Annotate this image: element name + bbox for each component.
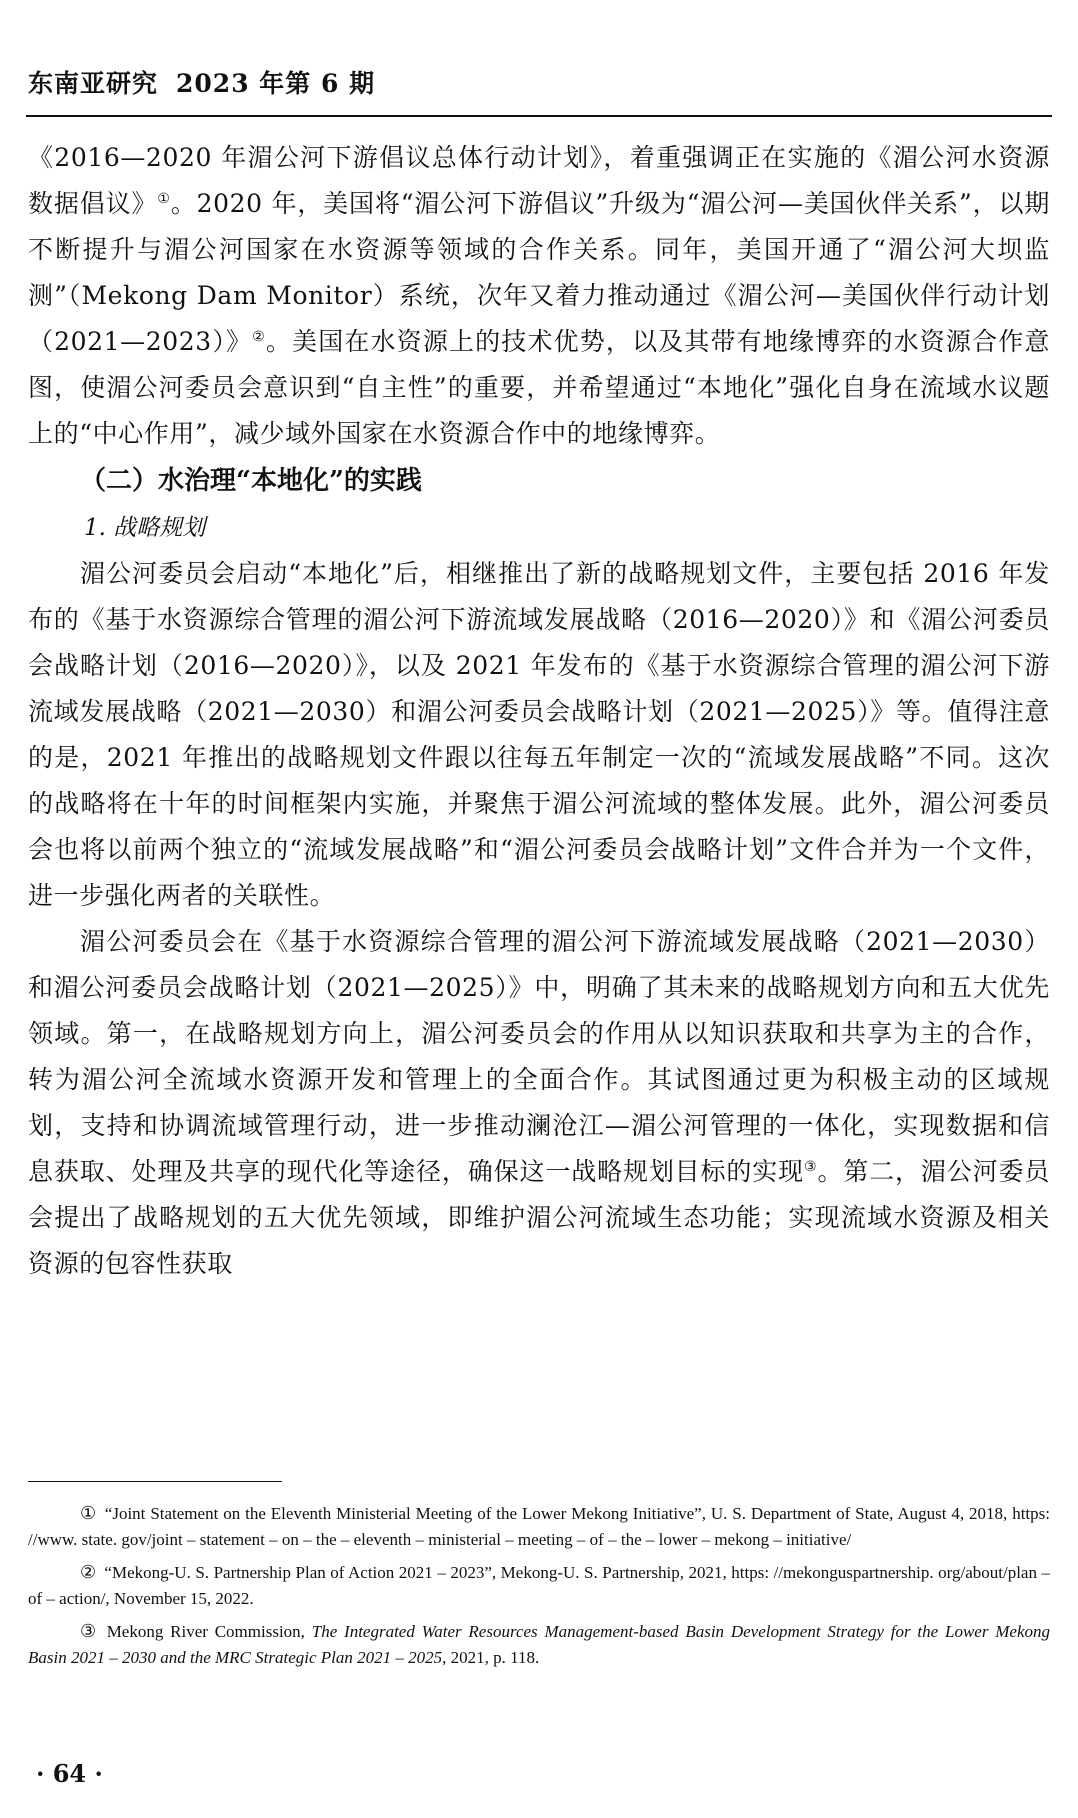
footnotes (28, 1500, 1050, 1677)
paragraph-3-part-b: 。第二，湄公河委员会提出了战略规划的五大优先领域，即维护湄公河流域生态功能；实现流域水资源及相关资源的包容性获取 (28, 1157, 1050, 1278)
body-text (28, 135, 1050, 1287)
footnote-2 (28, 1559, 1050, 1612)
footnote-rule (28, 1481, 282, 1482)
paragraph-1-part-a: 《2016—2020 年湄公河下游倡议总体行动计划》，着重强调正在实施的《湄公河水资源数据倡议》 (28, 143, 1050, 218)
footnote-1-number: ① (80, 1503, 97, 1523)
issue-label: 2023 年第 6 期 (176, 69, 376, 98)
header-rule (26, 115, 1052, 117)
running-head (28, 64, 375, 100)
footnote-ref-3[interactable]: ③ (804, 1159, 818, 1175)
footnote-1-text: “Joint Statement on the Eleventh Ministerial Meeting of the Lower Mekong Initiative”, U. S. Department of State, August 4, 2018, https: //www. state. gov/joint – statement – on – the – eleventh – ministerial – meeting – of – the – lower – mekong – initiative/ (28, 1504, 1050, 1549)
footnote-1 (28, 1500, 1050, 1553)
section-heading: （二）水治理“本地化”的实践 (80, 466, 422, 496)
paragraph-1-part-b: 。2020 年，美国将“湄公河下游倡议”升级为“湄公河—美国伙伴关系”，以期不断提升与湄公河国家在水资源等领域的合作关系。同年，美国开通了“湄公河大坝监测”（Mekong Dam Monitor）系统，次年又着力推动通过《湄公河—美国伙伴行动计划（2021—2023）》 (28, 189, 1050, 356)
paragraph-1-part-c: 。美国在水资源上的技术优势，以及其带有地缘博弈的水资源合作意图，使湄公河委员会意识到“自主性”的重要，并希望通过“本地化”强化自身在流域水议题上的“中心作用”，减少域外国家在水资源合作中的地缘博弈。 (28, 327, 1050, 448)
footnote-3-title: The Integrated Water Resources Management-based Basin Development Strategy for the Lower Mekong Basin 2021 – 2030 and the MRC Strategic Plan 2021 – 2025 (28, 1622, 1050, 1667)
journal-name: 东南亚研究 (28, 69, 159, 98)
footnote-ref-1[interactable]: ① (157, 191, 171, 207)
footnote-ref-2[interactable]: ② (252, 329, 266, 345)
footnote-2-number: ② (80, 1562, 97, 1582)
paragraph-2: 湄公河委员会启动“本地化”后，相继推出了新的战略规划文件，主要包括 2016 年发布的《基于水资源综合管理的湄公河下游流域发展战略（2016—2020）》和《湄公河委员会战略计划（2016—2020）》，以及 2021 年发布的《基于水资源综合管理的湄公河下游流域发展战略（2021—2030）和湄公河委员会战略计划（2021—2025）》等。值得注意的是，2021 年推出的战略规划文件跟以往每五年制定一次的“流域发展战略”不同。这次的战略将在十年的时间框架内实施，并聚焦于湄公河流域的整体发展。此外，湄公河委员会也将以前两个独立的“流域发展战略”和“湄公河委员会战略计划”文件合并为一个文件，进一步强化两者的关联性。 (28, 559, 1050, 910)
paragraph-1 (28, 135, 1050, 457)
page-number: · 64 · (36, 1759, 103, 1788)
paragraph-3-part-a: 湄公河委员会在《基于水资源综合管理的湄公河下游流域发展战略（2021—2030）和湄公河委员会战略计划（2021—2025）》中，明确了其未来的战略规划方向和五大优先领域。第一，在战略规划方向上，湄公河委员会的作用从以知识获取和共享为主的合作，转为湄公河全流域水资源开发和管理上的全面合作。其试图通过更为积极主动的区域规划，支持和协调流域管理行动，进一步推动澜沧江—湄公河管理的一体化，实现数据和信息获取、处理及共享的现代化等途径，确保这一战略规划目标的实现 (28, 927, 1050, 1186)
paragraph-3 (28, 919, 1050, 1287)
footnote-3-number: ③ (80, 1621, 99, 1641)
footnote-3-suffix: , 2021, p. 118. (442, 1648, 540, 1667)
footnote-3 (28, 1618, 1050, 1671)
footnote-3-prefix: Mekong River Commission, (106, 1622, 312, 1641)
subsection-heading: 1. 战略规划 (84, 515, 206, 541)
footnote-2-text: “Mekong-U. S. Partnership Plan of Action 2021 – 2023”, Mekong-U. S. Partnership, 2021, https: //mekonguspartnership. org/about/plan – of – action/, November 15, 2022. (28, 1563, 1051, 1608)
